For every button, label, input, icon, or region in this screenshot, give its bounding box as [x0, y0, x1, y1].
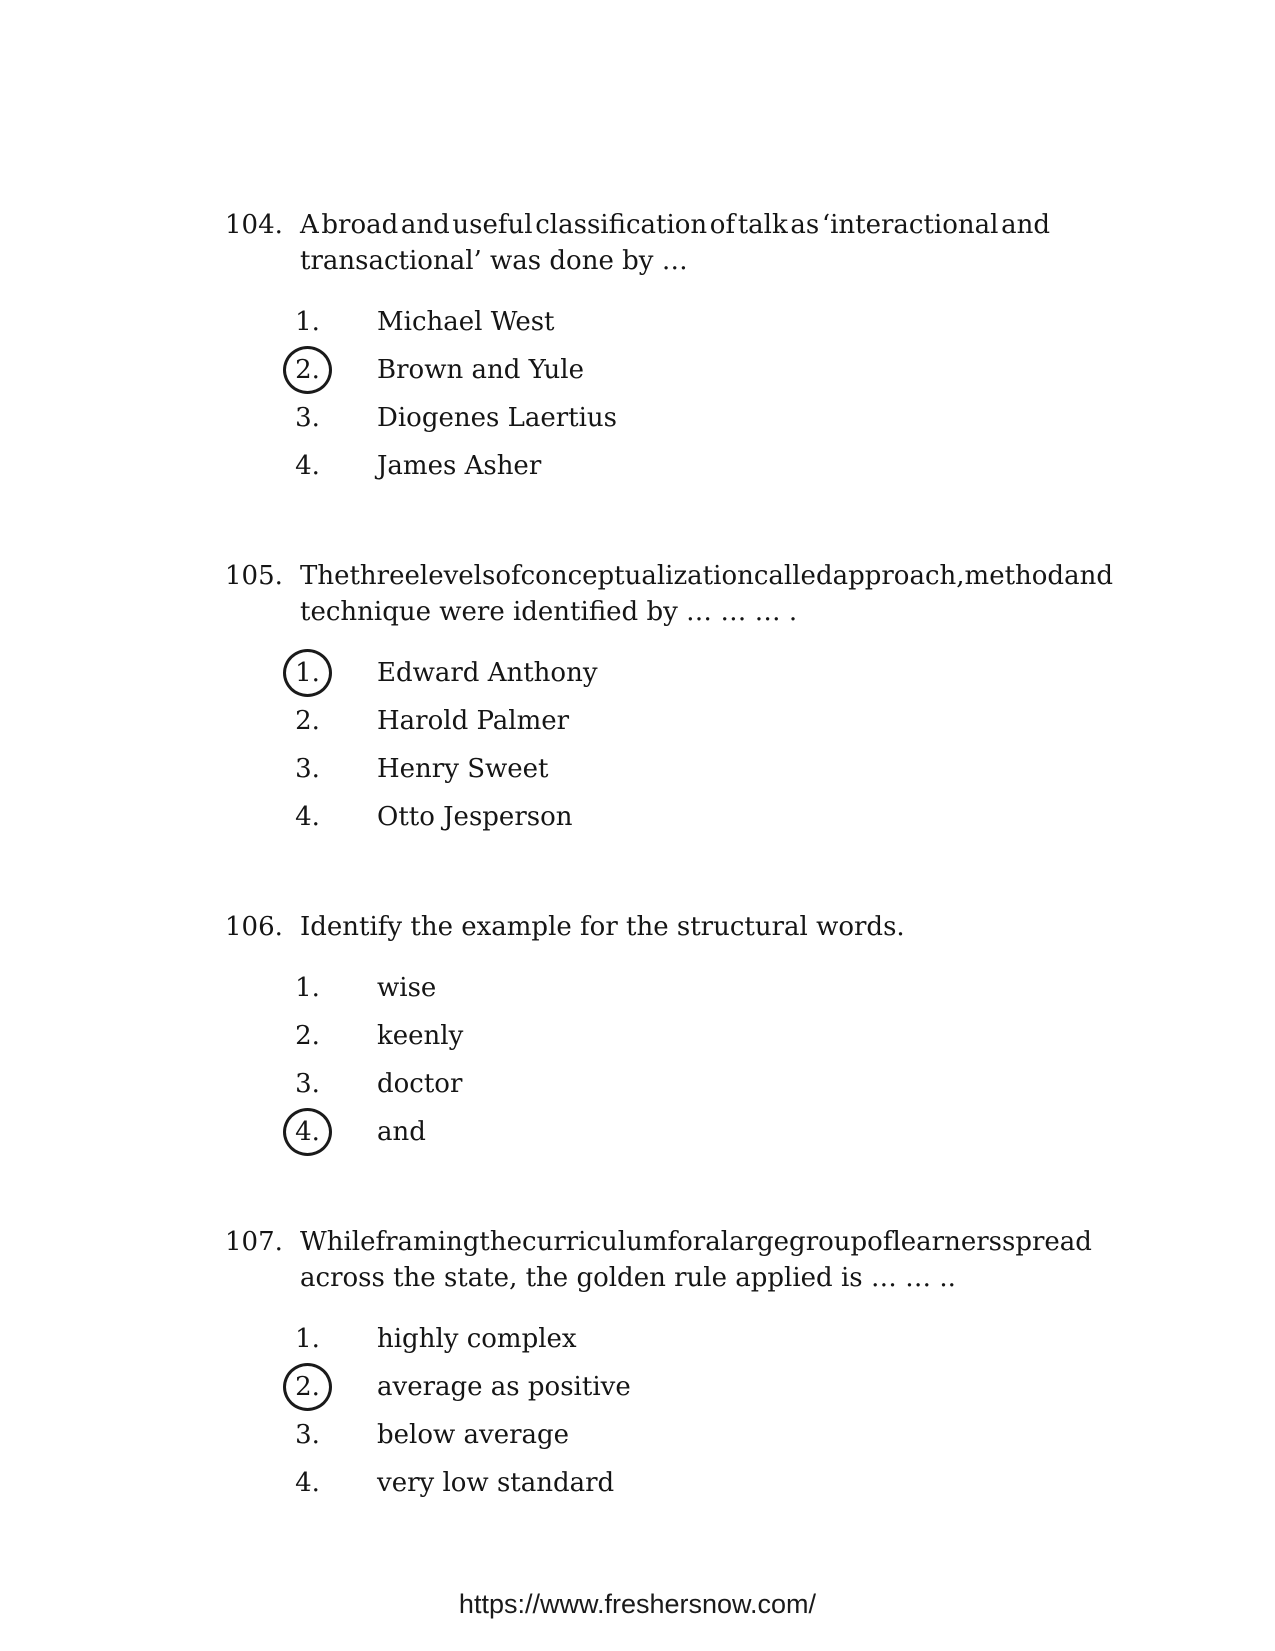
word: approach, [832, 561, 965, 591]
question-text-line: transactional’ was done by … [300, 246, 688, 276]
word: spread [1002, 1227, 1092, 1257]
word: The [300, 561, 350, 591]
footer-url-link[interactable]: https://www.freshersnow.com/ [458, 1589, 817, 1619]
option-row [283, 1060, 1050, 1108]
questions-list [225, 207, 1113, 1575]
option-row [283, 697, 1050, 745]
word: the [479, 1227, 523, 1257]
word: talk [737, 210, 788, 240]
options-list [295, 649, 1050, 841]
option-label: very low standard [377, 1468, 615, 1498]
word: as [790, 210, 820, 240]
word: levels [419, 561, 496, 591]
question-number: 105. [225, 561, 283, 591]
option-row [283, 442, 1050, 490]
question-text-line [300, 207, 1050, 243]
question-body [295, 558, 1113, 841]
option-row [283, 1459, 1050, 1507]
option-number: 2. [295, 706, 320, 736]
question-body [295, 1224, 1092, 1507]
option-number: 4. [283, 1108, 332, 1156]
option-number: 2. [295, 1021, 320, 1051]
word: method [964, 561, 1065, 591]
option-number: 4. [295, 802, 320, 832]
option-label: doctor [377, 1069, 463, 1099]
word: broad [321, 210, 399, 240]
word: curriculum [522, 1227, 668, 1257]
option-number: 3. [295, 1420, 320, 1450]
options-list [295, 298, 1050, 490]
word: A [300, 210, 319, 240]
word: framing [375, 1227, 480, 1257]
option-number: 4. [295, 1468, 320, 1498]
option-label: and [377, 1117, 426, 1147]
option-row [283, 1012, 1050, 1060]
word: ‘interactional [821, 210, 999, 240]
option-label: highly complex [377, 1324, 577, 1354]
option-number: 1. [283, 649, 332, 697]
option-label: average as positive [377, 1372, 631, 1402]
option-number: 3. [295, 403, 320, 433]
question-text-line [300, 1224, 1092, 1260]
option-number: 1. [295, 1324, 320, 1354]
option-row [283, 346, 1050, 394]
option-number: 1. [295, 973, 320, 1003]
option-label: Diogenes Laertius [377, 403, 618, 433]
word: useful [452, 210, 533, 240]
option-row [283, 745, 1050, 793]
question-body [295, 909, 1050, 1156]
option-row [283, 1108, 1050, 1156]
option-label: James Asher [377, 451, 542, 481]
question-block [225, 207, 1050, 490]
word: for [667, 1227, 706, 1257]
word: group [789, 1227, 868, 1257]
option-row [283, 1315, 1050, 1363]
word: and [400, 210, 450, 240]
word: a [705, 1227, 721, 1257]
word: and [1064, 561, 1113, 591]
question-number: 106. [225, 912, 283, 942]
option-label: below average [377, 1420, 570, 1450]
question-block [225, 1224, 1092, 1507]
question-text-line [300, 558, 1113, 594]
question-text-line: across the state, the golden rule applied is … … .. [300, 1263, 956, 1293]
option-label: Brown and Yule [377, 355, 584, 385]
option-number: 2. [283, 1363, 332, 1411]
option-row [283, 1411, 1050, 1459]
word: of [709, 210, 736, 240]
question-block [225, 558, 1113, 841]
option-number: 1. [295, 307, 320, 337]
option-row [283, 649, 1050, 697]
option-label: Harold Palmer [377, 706, 570, 736]
word: called [753, 561, 833, 591]
word: conceptualization [520, 561, 754, 591]
word: of [495, 561, 521, 591]
options-list [295, 1315, 1050, 1507]
option-label: keenly [377, 1021, 464, 1051]
option-row [283, 298, 1050, 346]
option-number: 3. [295, 754, 320, 784]
option-row [283, 793, 1050, 841]
option-number: 3. [295, 1069, 320, 1099]
word: of [867, 1227, 893, 1257]
option-label: Henry Sweet [377, 754, 549, 784]
option-label: Edward Anthony [377, 658, 598, 688]
option-row [283, 394, 1050, 442]
option-row [283, 1363, 1050, 1411]
option-label: Michael West [377, 307, 555, 337]
question-number: 107. [225, 1227, 283, 1257]
option-number: 4. [295, 451, 320, 481]
question-text-line: Identify the example for the structural words. [300, 912, 905, 942]
word: classification [535, 210, 708, 240]
question-block [225, 909, 1050, 1156]
options-list [295, 964, 1050, 1156]
question-body [295, 207, 1050, 490]
word: large [720, 1227, 790, 1257]
option-label: wise [377, 973, 437, 1003]
option-row [283, 964, 1050, 1012]
page-footer [0, 1586, 1275, 1622]
option-label: Otto Jesperson [377, 802, 573, 832]
question-number: 104. [225, 210, 283, 240]
word: three [349, 561, 420, 591]
question-text-line: technique were identified by … … … . [300, 597, 798, 627]
option-number: 2. [283, 346, 332, 394]
word: and [1001, 210, 1050, 240]
word: While [300, 1227, 376, 1257]
word: learners [892, 1227, 1002, 1257]
